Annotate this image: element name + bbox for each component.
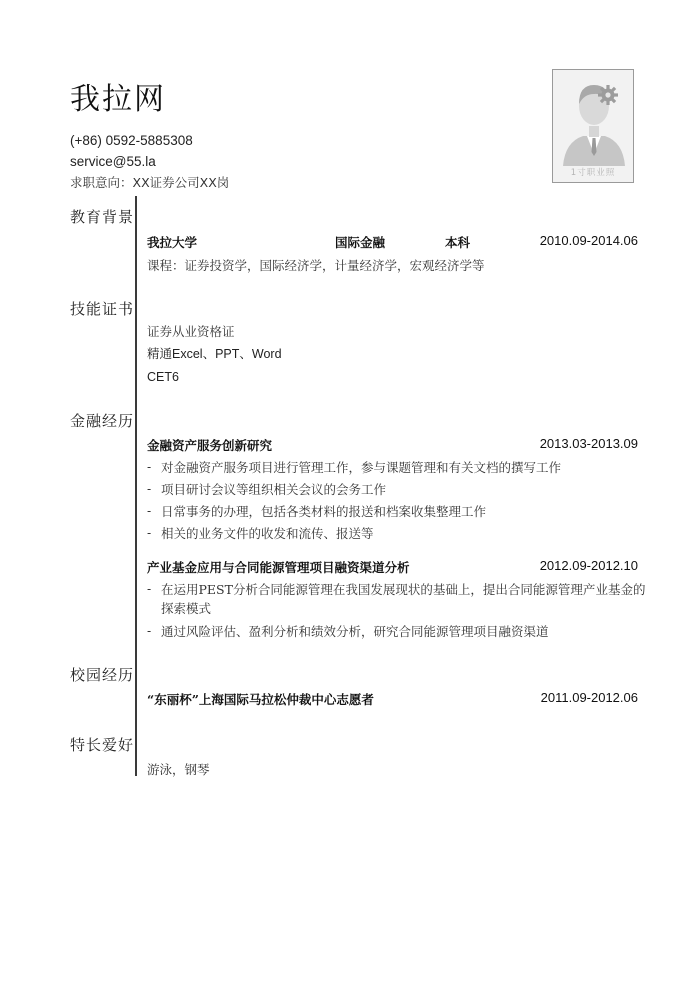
degree-name: 本科 [445,235,471,250]
campus-activity: “东丽杯”上海国际马拉松仲裁中心志愿者 [147,692,374,707]
candidate-name: 我拉网 [70,82,166,117]
major-name: 国际金融 [335,235,386,250]
skill-item: 精通Excel、PPT、Word [147,347,282,361]
bullet-dash: - [147,460,152,474]
resume-header [70,74,229,193]
project-name: 金融资产服务创新研究 [147,438,273,453]
bullet-dash: - [147,624,152,638]
campus-row [147,690,638,710]
photo-caption: 1寸职业照 [570,168,616,178]
project-bullet: - 对金融资产服务项目进行管理工作，参与课题管理和有关文档的撰写工作 [147,460,562,475]
bullet-dash: - [147,526,152,540]
section-title-hobbies: 特长爱好 [70,736,135,754]
school-name: 我拉大学 [147,235,198,250]
project-row [147,436,638,456]
section-title-finance: 金融经历 [70,412,135,430]
section-title-campus: 校园经历 [70,666,135,684]
project-bullet: - 项目研讨会议等组织相关会议的会务工作 [147,482,387,497]
bullet-dash: - [147,582,152,596]
education-courses: 课程：证券投资学，国际经济学，计量经济学，宏观经济学等 [147,258,485,273]
project-date: 2013.03-2013.09 [539,436,638,451]
project-date: 2012.09-2012.10 [539,558,638,573]
project-row [147,558,638,578]
project-name: 产业基金应用与合同能源管理项目融资渠道分析 [147,560,410,575]
email-address: service@55.la [70,154,156,169]
phone-number: (+86) 0592-5885308 [70,133,193,148]
hobbies-text: 游泳，钢琴 [147,762,210,777]
bullet-dash: - [147,504,152,518]
project-bullet: - 相关的业务文件的收发和流传、报送等 [147,526,374,541]
section-title-education: 教育背景 [70,208,135,226]
section-title-skills: 技能证书 [70,300,135,318]
job-intent: 求职意向：XX证券公司XX岗 [70,175,230,190]
bullet-dash: - [147,482,152,496]
profile-photo [552,69,634,183]
project-bullet: - 在运用PEST分析合同能源管理在我国发展现状的基础上，提出合同能源管理产业基金的探索模式 [147,582,646,616]
project-bullet: - 日常事务的办理，包括各类材料的报送和档案收集整理工作 [147,504,487,519]
skill-item: 证券从业资格证 [147,324,235,339]
education-date: 2010.09-2014.06 [539,233,638,248]
education-row [147,233,638,253]
timeline-rule [135,196,137,776]
contact-block [70,130,229,193]
skill-item: CET6 [147,370,179,384]
project-bullet: - 通过风险评估、盈利分析和绩效分析，研究合同能源管理项目融资渠道 [147,624,549,639]
campus-date: 2011.09-2012.06 [540,690,638,705]
